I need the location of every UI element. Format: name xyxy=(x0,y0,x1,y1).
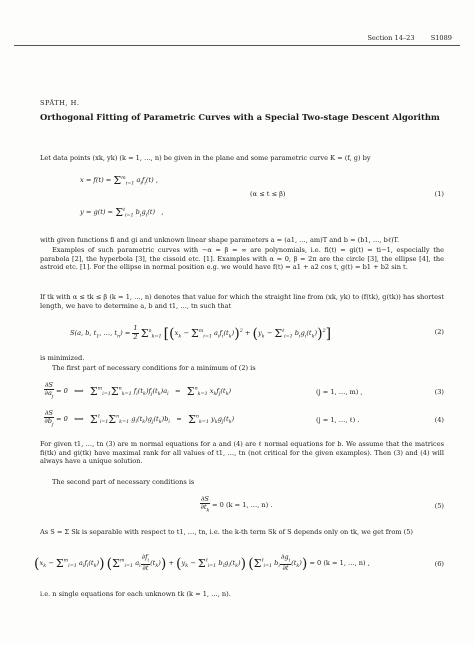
eq1-condition: (α ≤ t ≤ β) xyxy=(250,190,286,198)
paper-title: Orthogonal Fitting of Parametric Curves with a Special Two-stage Descent Algorithm xyxy=(40,112,440,122)
paragraph-separable: As S = Σ Sk is separable with respect to t1, …, tn, i.e. the k-th term Sk of S depends only on tk, we get from (5) xyxy=(40,528,413,536)
paragraph-intro: Let data points (xk, yk) (k = 1, …, n) be given in the plane and some parametric curve K = (f, g) by xyxy=(40,154,371,162)
eq1-number: (1) xyxy=(434,190,444,198)
equation-5: $\frac{\partial S}{\partial t_k}$ = 0 (k = 1, …, n) . (5) xyxy=(200,495,444,514)
eq4-condition: (j = 1, …, ℓ) . xyxy=(316,416,360,424)
eq3-number: (3) xyxy=(434,388,444,396)
header-rule xyxy=(14,45,460,46)
eq6-condition: = 0 (k = 1, …, n) , xyxy=(309,558,370,567)
eq6-number: (6) xyxy=(434,560,444,568)
paragraph-second-part: The second part of necessary conditions is xyxy=(52,478,195,486)
equation-1: $x = f(t) = \Sigma^m_{i=1}$ $a_if_i(t)$ , $y = g(t) = \Sigma^\ell_{i=1}$ $b_ig_i(t)$ , (α ≤ t ≤ β) (1) xyxy=(80,174,444,219)
equation-2: S(a, b, $t_1$, …, $t_n$) = $\frac{1}{2}$ $\Sigma^n_{k=1}$ [($x_k - \Sigma^m_{i=1}$ $a_if_i(t_k))^2 + (y_k - \Sigma^\ell_{i=1}$ $b_ig_i(t_k))^2$] (2) xyxy=(70,324,444,342)
eq5-condition: = 0 (k = 1, …, n) . xyxy=(212,500,273,509)
paragraph-examples: Examples of such parametric curves with −α = β = ∞ are polynomials, i.e. fi(t) = gi(t) = ti−1, especially the parabola [2], the hyperbola [3], the cissoid etc. [1]. Examples with α = 0, β = 2π are the circle [3], the ellipse [4], the astroid etc. [1]. For the ellipse in normal position e.g. we would have f(t) = a1 + a2 cos t, g(t) = b1 + b2 sin t. xyxy=(40,246,444,272)
paragraph-single-equations: i.e. n single equations for each unknown tk (k = 1, …, n). xyxy=(40,590,231,598)
paragraph-functions: with given functions fi and gi and unknown linear shape parameters a = (a1, …, am)T and b = (b1, …, bℓ)T. xyxy=(40,236,400,244)
equation-6: ($x_k - \Sigma^m_{i=1}$ $a_if_i(t_k)$) ($\Sigma^m_{i=1}$ $a_i$ $\frac{\partial f_i}{\partial t}$ $(t_k)) + (y_k - \Sigma^\ell_{i=1}$ $b_ig_i(t_k)$) ($\Sigma^\ell_{i=1}$ $b_i$ $\frac{\partial g_i}{\partial t}$ $(t_k)) = 0$ (k = 1, …, n) , (6) xyxy=(34,553,444,572)
paragraph-first-part: The first part of necessary conditions for a minimum of (2) is xyxy=(52,364,256,372)
equation-3: $\frac{\partial S}{\partial a_j}$ = 0 ⟺ $\Sigma^m_{i=1}\Sigma^n_{k=1}$ $f_i(t_k)f_j(t_k)a_i = \Sigma^n_{k=1}$ $x_kf_j(t_k)$ (j = 1, …, m) , (3) xyxy=(44,381,444,400)
equation-4: $\frac{\partial S}{\partial b_j}$ = 0 ⟺ $\Sigma^\ell_{i=1}\Sigma^n_{k=1}$ $g_i(t_k)g_j(t_k)b_i = \Sigma^n_{k=1}$ $y_kg_j(t_k)$ (j = 1, …, ℓ) . (4) xyxy=(44,409,444,428)
section-label: Section 14–23 xyxy=(367,34,415,42)
eq5-number: (5) xyxy=(434,502,444,510)
paragraph-normal-equations: For given t1, …, tn (3) are m normal equations for a and (4) are ℓ normal equations for b. We assume that the matrices fi(tk) and gi(tk) have maximal rank for all values of t1, …, tn (not critical for the given examples). Then (3) and (4) will always have a unique solution. xyxy=(40,440,444,466)
eq2-number: (2) xyxy=(434,328,444,336)
paragraph-minimized: is minimized. xyxy=(40,354,85,362)
author: SPÄTH, H. xyxy=(40,99,80,107)
paragraph-tk: If tk with α ≤ tk ≤ β (k = 1, …, n) denotes that value for which the straight line from (xk, yk) to (f(tk), g(tk)) has shortest length, we have to determine a, b and t1, …, tn such that xyxy=(40,293,444,310)
page-number: S1089 xyxy=(430,34,452,42)
eq3-condition: (j = 1, …, m) , xyxy=(316,388,363,396)
eq4-number: (4) xyxy=(434,416,444,424)
running-header xyxy=(367,34,452,43)
